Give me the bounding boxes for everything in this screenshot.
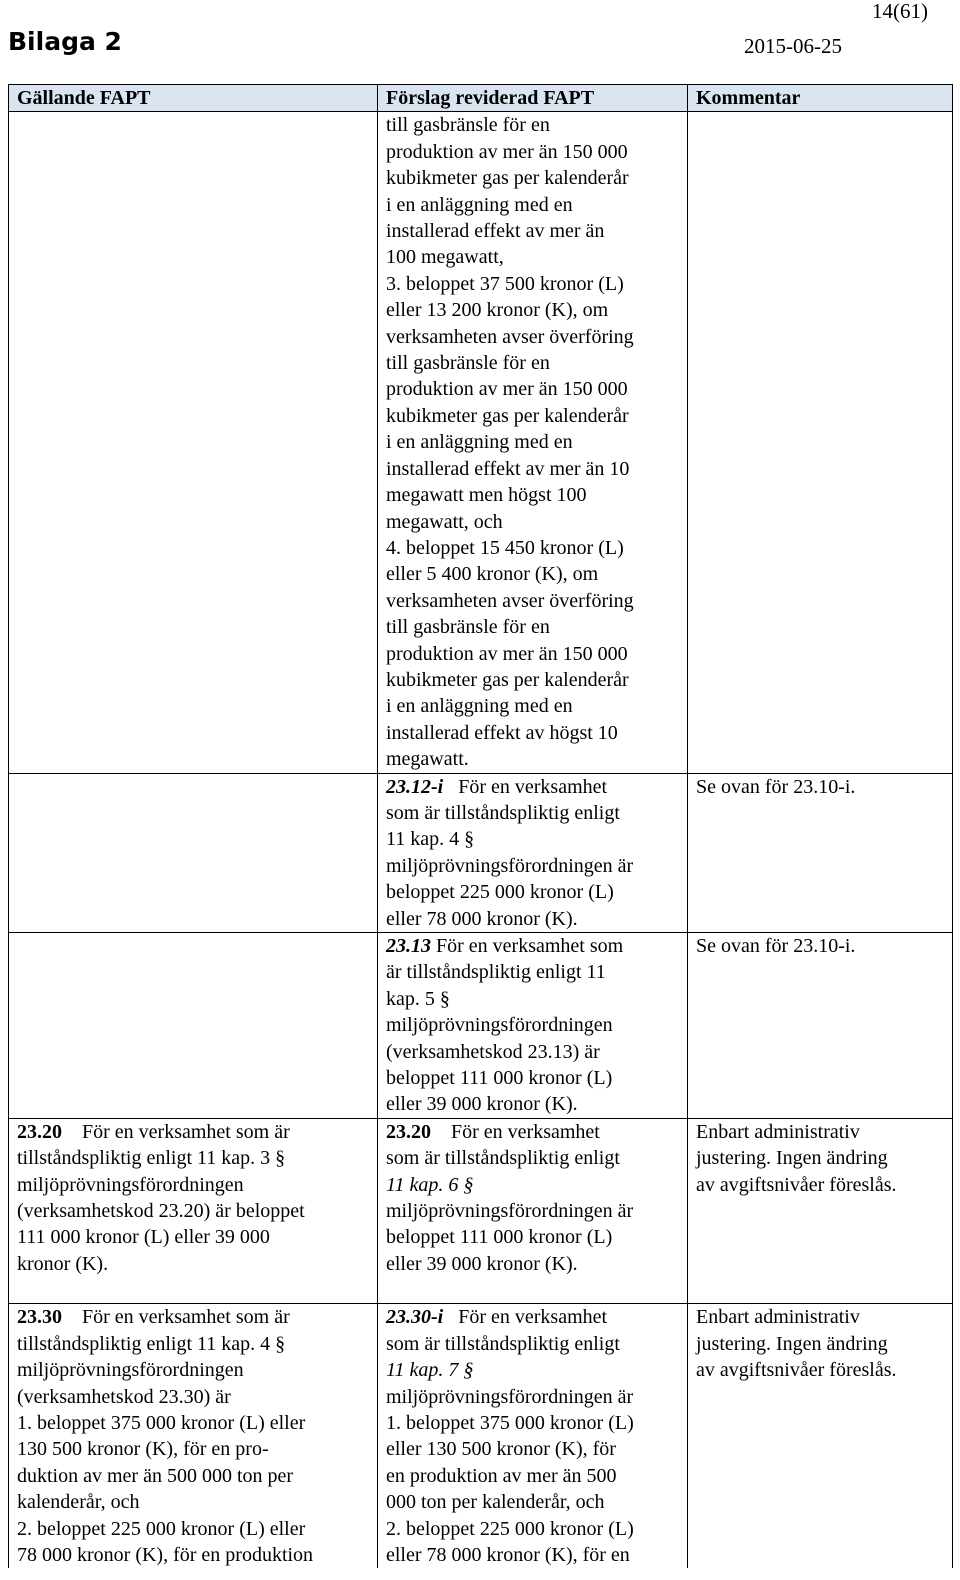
cell-line: Se ovan för 23.10-i. — [696, 775, 856, 798]
cell-comment — [688, 1118, 953, 1303]
cell-line — [386, 933, 679, 959]
cell-proposed — [378, 773, 688, 932]
cell-line: 78 000 kronor (K), för en produktion — [17, 1543, 314, 1566]
verksamhetskod: 23.20 — [386, 1120, 431, 1143]
cell-line: eller 39 000 kronor (K). — [386, 1093, 578, 1116]
cell-line: av avgiftsnivåer föreslås. — [696, 1173, 897, 1196]
cell-line: 130 500 kronor (K), för en pro- — [17, 1438, 269, 1461]
cell-text: För en verksamhet — [451, 1120, 600, 1143]
cell-text: För en verksamhet — [458, 1306, 608, 1329]
cell-line: till gasbränsle för en — [386, 352, 550, 375]
cell-line: 2. beloppet 225 000 kronor (L) eller — [17, 1517, 306, 1540]
cell-line: kubikmeter gas per kalenderår — [386, 167, 629, 190]
cell-line: miljöprövningsförordningen är — [386, 854, 634, 877]
cell-line: installerad effekt av mer än 10 — [386, 457, 630, 480]
cell-line: en produktion av mer än 500 — [386, 1464, 617, 1487]
cell-line: eller 78 000 kronor (K). — [386, 907, 578, 930]
column-header-comment: Kommentar — [688, 85, 953, 112]
table-row — [9, 1304, 953, 1569]
cell-line: eller 39 000 kronor (K). — [386, 1252, 578, 1275]
cell-line: beloppet 111 000 kronor (L) — [386, 1067, 613, 1090]
cell-line: kronor (K). — [17, 1252, 109, 1275]
cell-line: Enbart administrativ — [696, 1120, 860, 1143]
cell-line: 000 ton per kalenderår, och — [386, 1491, 605, 1514]
document-date: 2015-06-25 — [744, 34, 842, 58]
cell-current — [9, 1304, 378, 1569]
verksamhetskod: 23.20 — [17, 1120, 62, 1143]
cell-line: (verksamhetskod 23.20) är beloppet — [17, 1200, 305, 1223]
cell-text: För en verksamhet som — [436, 935, 624, 957]
cell-line: installerad effekt av mer än — [386, 220, 605, 243]
cell-comment — [688, 112, 953, 773]
cell-line: 11 kap. 6 § — [386, 1173, 474, 1196]
table-header-row — [9, 85, 953, 112]
verksamhetskod: 23.30-i — [386, 1306, 444, 1329]
cell-line: 3. beloppet 37 500 kronor (L) — [386, 272, 624, 295]
cell-line: (verksamhetskod 23.30) är — [17, 1385, 231, 1408]
cell-line: är tillståndspliktig enligt 11 — [386, 961, 606, 984]
cell-line: installerad effekt av högst 10 — [386, 721, 618, 744]
cell-line: som är tillståndspliktig enligt — [386, 1332, 620, 1355]
cell-proposed — [378, 933, 688, 1119]
cell-line: i en anläggning med en — [386, 431, 573, 454]
cell-line: justering. Ingen ändring — [696, 1332, 888, 1355]
cell-line: justering. Ingen ändring — [696, 1147, 888, 1170]
cell-line: kap. 5 § — [386, 987, 450, 1010]
cell-line: eller 5 400 kronor (K), om — [386, 563, 599, 586]
cell-current — [9, 933, 378, 1119]
document-title: Bilaga 2 — [8, 27, 122, 56]
cell-line: miljöprövningsförordningen — [17, 1173, 244, 1196]
cell-text: För en verksamhet — [458, 775, 608, 798]
cell-line: Se ovan för 23.10-i. — [696, 935, 856, 957]
cell-proposed — [378, 1118, 688, 1303]
cell-line: produktion av mer än 150 000 — [386, 378, 628, 401]
verksamhetskod: 23.13 — [386, 935, 431, 957]
cell-line: 4. beloppet 15 450 kronor (L) — [386, 536, 624, 559]
table-row — [9, 112, 953, 773]
cell-line: till gasbränsle för en — [386, 616, 550, 639]
cell-line: verksamheten avser överföring — [386, 589, 634, 612]
cell-line — [17, 1119, 369, 1145]
cell-line: som är tillståndspliktig enligt — [386, 1147, 620, 1170]
verksamhetskod: 23.12-i — [386, 775, 444, 798]
cell-line: 11 kap. 7 § — [386, 1359, 474, 1382]
cell-line: kubikmeter gas per kalenderår — [386, 404, 629, 427]
cell-proposed — [378, 1304, 688, 1569]
page-number: 14(61) — [872, 0, 928, 23]
cell-line: miljöprövningsförordningen är — [386, 1385, 634, 1408]
cell-line: 100 megawatt, — [386, 246, 504, 269]
cell-line: eller 78 000 kronor (K), för en — [386, 1543, 630, 1566]
cell-line — [386, 1119, 679, 1145]
cell-line: produktion av mer än 150 000 — [386, 642, 628, 665]
cell-line: kubikmeter gas per kalenderår — [386, 668, 629, 691]
column-header-proposed: Förslag reviderad FAPT — [378, 85, 688, 112]
cell-line — [386, 774, 679, 800]
cell-line — [17, 1304, 369, 1330]
cell-line: i en anläggning med en — [386, 695, 573, 718]
cell-text: För en verksamhet som är — [82, 1306, 290, 1329]
cell-line: beloppet 111 000 kronor (L) — [386, 1226, 613, 1249]
cell-line: 11 kap. 4 § — [386, 828, 475, 851]
table-row — [9, 773, 953, 932]
table-row — [9, 1118, 953, 1303]
cell-comment — [688, 773, 953, 932]
cell-line: eller 13 200 kronor (K), om — [386, 299, 609, 322]
cell-line: av avgiftsnivåer föreslås. — [696, 1359, 897, 1382]
cell-line: 1. beloppet 375 000 kronor (L) eller — [17, 1411, 306, 1434]
cell-comment — [688, 1304, 953, 1569]
cell-line: verksamheten avser överföring — [386, 325, 634, 348]
cell-line: tillståndspliktig enligt 11 kap. 3 § — [17, 1147, 286, 1170]
cell-line: (verksamhetskod 23.13) är — [386, 1040, 600, 1063]
cell-current — [9, 112, 378, 773]
column-header-current: Gällande FAPT — [9, 85, 378, 112]
cell-line: miljöprövningsförordningen — [17, 1359, 244, 1382]
cell-line: megawatt men högst 100 — [386, 484, 587, 507]
cell-line: tillståndspliktig enligt 11 kap. 4 § — [17, 1332, 286, 1355]
cell-line: 2. beloppet 225 000 kronor (L) — [386, 1517, 634, 1540]
cell-line: beloppet 225 000 kronor (L) — [386, 881, 614, 904]
cell-line: miljöprövningsförordningen är — [386, 1200, 634, 1223]
cell-line: Enbart administrativ — [696, 1306, 860, 1329]
cell-comment — [688, 933, 953, 1119]
cell-current — [9, 1118, 378, 1303]
cell-line: miljöprövningsförordningen — [386, 1014, 613, 1037]
cell-line: produktion av mer än 150 000 — [386, 140, 628, 163]
cell-line: duktion av mer än 500 000 ton per — [17, 1464, 294, 1487]
cell-line: eller 130 500 kronor (K), för — [386, 1438, 616, 1461]
cell-line — [386, 1304, 679, 1330]
cell-text: För en verksamhet som är — [82, 1120, 290, 1143]
cell-line: som är tillståndspliktig enligt — [386, 801, 620, 824]
comparison-table — [8, 84, 953, 1568]
cell-line: megawatt. — [386, 748, 469, 771]
verksamhetskod: 23.30 — [17, 1306, 62, 1329]
table-row — [9, 933, 953, 1119]
cell-line: megawatt, och — [386, 510, 503, 533]
cell-line: i en anläggning med en — [386, 193, 573, 216]
cell-line: till gasbränsle för en — [386, 114, 550, 137]
cell-line: 111 000 kronor (L) eller 39 000 — [17, 1226, 270, 1249]
cell-line: 1. beloppet 375 000 kronor (L) — [386, 1411, 634, 1434]
cell-line: kalenderår, och — [17, 1491, 140, 1514]
cell-current — [9, 773, 378, 932]
cell-proposed — [378, 112, 688, 773]
